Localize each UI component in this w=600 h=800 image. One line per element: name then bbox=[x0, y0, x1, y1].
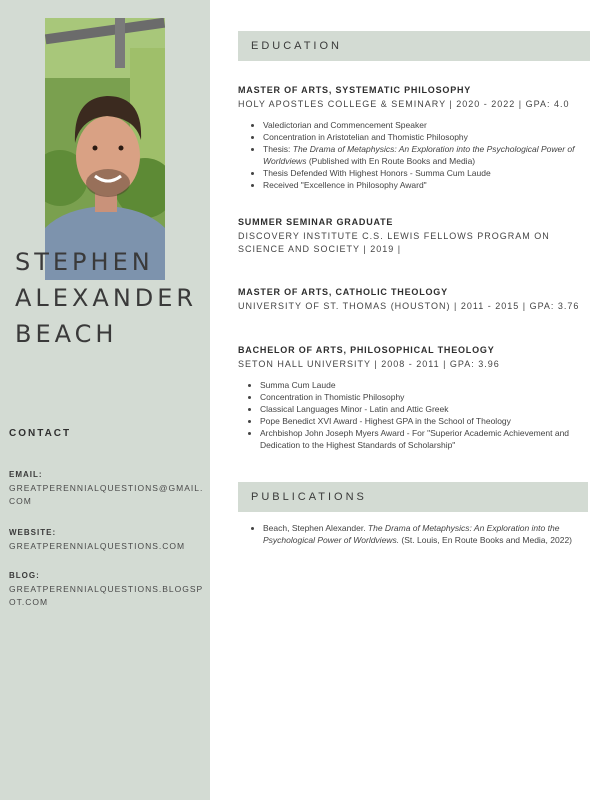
list-item: • Received "Excellence in Philosophy Award" bbox=[263, 179, 590, 191]
degree-details: HOLY APOSTLES COLLEGE & SEMINARY | 2020 - 2022 | GPA: 4.0 bbox=[238, 99, 570, 109]
contact-email bbox=[9, 470, 205, 508]
education-entry bbox=[238, 84, 590, 191]
publication-author: Beach, Stephen Alexander. bbox=[263, 523, 368, 533]
main-content bbox=[210, 0, 600, 800]
thesis-label: Thesis: bbox=[263, 144, 293, 154]
degree-bullets bbox=[238, 119, 590, 191]
website-label: WEBSITE: bbox=[9, 528, 57, 537]
publication-title: The Drama of Metaphysics: An Exploration into the Psychological Power of Worldviews. bbox=[263, 523, 560, 545]
contact-website bbox=[9, 528, 205, 553]
degree-details: DISCOVERY INSTITUTE C.S. LEWIS FELLOWS PROGRAM ON SCIENCE AND SOCIETY | 2019 | bbox=[238, 231, 550, 254]
email-link[interactable]: GREATPERENNIALQUESTIONS@GMAIL.COM bbox=[9, 483, 204, 506]
list-item: • Concentration in Aristotelian and Thomistic Philosophy bbox=[263, 131, 590, 143]
blog-label: BLOG: bbox=[9, 571, 40, 580]
profile-photo bbox=[45, 18, 165, 280]
education-entry bbox=[238, 216, 590, 256]
list-item: • Classical Languages Minor - Latin and Attic Greek bbox=[260, 403, 590, 415]
list-item: • Valedictorian and Commencement Speaker bbox=[263, 119, 590, 131]
name-line-middle: ALEXANDER bbox=[15, 284, 198, 312]
list-item bbox=[263, 522, 590, 546]
publication-details: (St. Louis, En Route Books and Media, 2022) bbox=[399, 535, 572, 545]
degree-title: MASTER OF ARTS, SYSTEMATIC PHILOSOPHY bbox=[238, 85, 472, 95]
email-label: EMAIL: bbox=[9, 470, 43, 479]
education-heading: EDUCATION bbox=[238, 31, 590, 61]
list-item: • Concentration in Thomistic Philosophy bbox=[260, 391, 590, 403]
full-name bbox=[15, 244, 205, 352]
list-item: • Summa Cum Laude bbox=[260, 379, 590, 391]
degree-bullets bbox=[238, 379, 590, 451]
degree-details: SETON HALL UNIVERSITY | 2008 - 2011 | GPA: 3.96 bbox=[238, 359, 500, 369]
degree-details: UNIVERSITY OF ST. THOMAS (HOUSTON) | 2011 - 2015 | GPA: 3.76 bbox=[238, 301, 580, 311]
education-entry bbox=[238, 286, 590, 313]
list-item: • Pope Benedict XVI Award - Highest GPA in the School of Theology bbox=[260, 415, 590, 427]
degree-title: MASTER OF ARTS, CATHOLIC THEOLOGY bbox=[238, 287, 448, 297]
name-line-last: BEACH bbox=[15, 320, 118, 348]
website-link[interactable]: GREATPERENNIALQUESTIONS.COM bbox=[9, 541, 186, 551]
list-item: • Thesis Defended With Highest Honors - Summa Cum Laude bbox=[263, 167, 590, 179]
education-entry bbox=[238, 344, 590, 451]
publication-bullets bbox=[238, 522, 590, 546]
blog-link[interactable]: GREATPERENNIALQUESTIONS.BLOGSPOT.COM bbox=[9, 584, 204, 607]
thesis-note: (Published with En Route Books and Media) bbox=[306, 156, 476, 166]
degree-title: SUMMER SEMINAR GRADUATE bbox=[238, 217, 394, 227]
sidebar bbox=[0, 0, 210, 800]
publications-list bbox=[238, 522, 590, 546]
name-line-first: STEPHEN bbox=[15, 248, 154, 276]
list-item: • Archbishop John Joseph Myers Award - For "Superior Academic Achievement and Dedication to the Highest Standards of Scholarship" bbox=[260, 427, 590, 451]
contact-blog bbox=[9, 571, 205, 609]
degree-title: BACHELOR OF ARTS, PHILOSOPHICAL THEOLOGY bbox=[238, 345, 495, 355]
publications-heading: PUBLICATIONS bbox=[238, 482, 588, 512]
thesis-title: The Drama of Metaphysics: An Exploration into the Psychological Power of Worldviews bbox=[263, 144, 575, 166]
contact-heading: CONTACT bbox=[9, 428, 72, 439]
list-item bbox=[263, 143, 590, 167]
